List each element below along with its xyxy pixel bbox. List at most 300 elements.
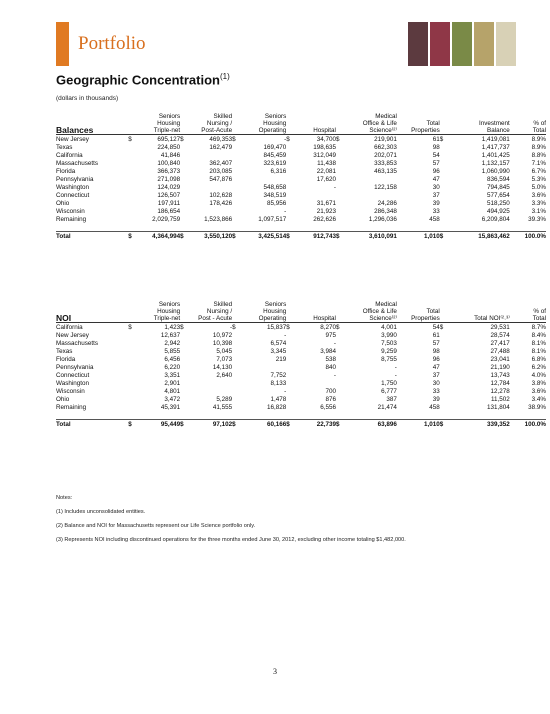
table-cell: - <box>333 340 336 347</box>
table-cell <box>295 191 336 199</box>
table-cell: 13,743 <box>490 372 510 379</box>
table-cell: 85,956 <box>267 200 287 207</box>
table-row <box>56 339 546 347</box>
column-header: Seniors <box>264 301 287 308</box>
table-cell: 538 <box>325 356 336 363</box>
dollar-sign: $ <box>439 324 444 331</box>
table-cell: 11,438 <box>317 160 336 167</box>
row-label: New Jersey <box>56 136 89 143</box>
table-cell: 333,853 <box>374 160 397 167</box>
balances-section-label: Balances <box>56 127 128 135</box>
table-cell: 836,594 <box>487 176 510 183</box>
row-label: Massachusetts <box>56 160 98 167</box>
table-cell: 5.3% <box>531 176 546 183</box>
table-cell: 100,840 <box>157 160 181 167</box>
table-cell: 6.8% <box>531 356 546 363</box>
table-cell: 469,353 <box>209 136 233 143</box>
table-cell: 34,700 <box>316 136 336 143</box>
balances-table <box>56 113 546 240</box>
column-header: Properties <box>397 315 440 323</box>
column-header <box>449 308 510 315</box>
notes-title: Notes: <box>56 495 73 501</box>
heading-footnote-ref: (1) <box>219 72 230 81</box>
table-row <box>56 403 546 411</box>
row-label: Pennsylvania <box>56 176 94 183</box>
table-cell: 98 <box>432 348 440 355</box>
table-cell: 6.2% <box>531 364 546 371</box>
table-cell: 262,626 <box>313 216 336 223</box>
table-cell: 12,278 <box>490 388 510 395</box>
table-cell: - <box>229 324 233 331</box>
table-cell: 10,972 <box>212 332 233 339</box>
table-cell: 28,574 <box>490 332 510 339</box>
table-row <box>56 331 546 339</box>
table-cell: 458 <box>429 216 440 223</box>
table-cell: 548,658 <box>263 184 287 191</box>
row-label: Remaining <box>56 216 87 223</box>
table-cell: 30 <box>432 184 440 191</box>
note-item: (2) Balance and NOI for Massachusetts represent our Life Science portfolio only. <box>56 523 256 529</box>
table-cell: 61 <box>432 332 440 339</box>
table-row <box>56 183 546 191</box>
column-header: Total <box>510 315 546 323</box>
table-cell: 1,423 <box>164 324 181 331</box>
table-cell: 15,863,462 <box>449 232 510 241</box>
column-header <box>510 301 546 308</box>
table-cell: 162,479 <box>209 144 233 151</box>
column-header <box>449 301 510 308</box>
table-cell: 312,049 <box>313 152 336 159</box>
row-label: Washington <box>56 184 90 191</box>
noi-section-label: NOI <box>56 315 128 323</box>
table-cell: 3,351 <box>164 372 181 379</box>
table-cell: 16,828 <box>267 404 287 411</box>
column-header: Housing <box>263 120 287 127</box>
table-cell: 840 <box>325 364 336 371</box>
table-cell: 54 <box>432 152 440 159</box>
table-row <box>56 379 546 387</box>
dollar-sign: $ <box>128 232 137 241</box>
table-cell: 47 <box>432 176 440 183</box>
table-cell: 39.3% <box>528 216 546 223</box>
table-cell <box>189 207 232 215</box>
column-header: Science⁽²⁾ <box>345 315 397 323</box>
table-cell: 387 <box>386 396 397 403</box>
table-cell: 6,220 <box>164 364 181 371</box>
dollar-sign: $ <box>180 324 184 331</box>
table-cell <box>189 183 232 191</box>
table-cell: 577,654 <box>487 192 510 199</box>
row-label: Wisconsin <box>56 388 85 395</box>
table-cell: 518,250 <box>487 200 510 207</box>
dollar-sign: $ <box>336 420 345 429</box>
row-label: Massachusetts <box>56 340 98 347</box>
table-cell: 203,085 <box>209 168 233 175</box>
row-label: Pennsylvania <box>56 364 94 371</box>
table-cell: 463,135 <box>374 168 397 175</box>
column-header: Science⁽²⁾ <box>345 127 397 135</box>
table-cell: 21,474 <box>377 404 397 411</box>
table-cell: - <box>333 184 336 191</box>
row-label: Total <box>56 232 128 241</box>
table-cell: 37 <box>432 192 440 199</box>
table-cell: 57 <box>432 340 440 347</box>
table-cell: 1,010 <box>397 420 440 429</box>
table-cell: 1,419,081 <box>481 136 510 143</box>
banner-color-square <box>496 22 516 66</box>
column-header: Total <box>426 120 440 127</box>
table-cell: 22,081 <box>316 168 336 175</box>
column-header: Nursing / <box>206 308 233 315</box>
column-header: Hospital <box>295 127 336 135</box>
table-cell: 494,925 <box>487 208 510 215</box>
dollar-sign: $ <box>232 420 241 429</box>
table-cell: 1,523,866 <box>204 216 233 223</box>
table-cell: 6,556 <box>320 404 336 411</box>
table-cell: 21,923 <box>316 208 336 215</box>
table-cell: 5,855 <box>164 348 181 355</box>
table-row <box>56 207 546 215</box>
dollar-sign: $ <box>232 136 236 143</box>
table-cell: 3.8% <box>531 380 546 387</box>
table-cell: 41,555 <box>212 404 233 411</box>
row-label: Texas <box>56 348 73 355</box>
dollar-sign: $ <box>286 324 290 331</box>
table-cell: 2,942 <box>164 340 181 347</box>
column-header: Medical <box>375 301 397 308</box>
table-cell: 7.1% <box>531 160 546 167</box>
table-cell: 7,752 <box>270 372 287 379</box>
table-cell: - <box>394 364 397 371</box>
table-cell: 12,784 <box>490 380 510 387</box>
table-cell: 198,635 <box>313 144 336 151</box>
table-cell <box>189 379 232 387</box>
dollar-sign: $ <box>128 136 132 143</box>
table-cell: 271,098 <box>157 176 181 183</box>
total-row <box>56 420 546 429</box>
column-header <box>295 120 336 127</box>
column-header: % of <box>533 120 546 127</box>
table-cell: - <box>284 388 287 395</box>
table-cell: 3.3% <box>531 200 546 207</box>
banner-color-square <box>408 22 428 66</box>
table-row <box>56 191 546 199</box>
dollar-sign: $ <box>286 232 295 241</box>
table-row <box>56 151 546 159</box>
column-header: % of <box>533 308 546 315</box>
table-cell: 700 <box>325 388 336 395</box>
table-row <box>56 323 546 332</box>
table-row <box>56 167 546 175</box>
table-cell: 794,845 <box>487 184 510 191</box>
table-cell: 8.7% <box>531 324 546 331</box>
banner-title: Portfolio <box>78 33 146 54</box>
table-cell: 8.8% <box>531 152 546 159</box>
table-cell: 39 <box>432 200 440 207</box>
table-cell: 912,743 <box>295 232 336 241</box>
table-cell: 219,901 <box>374 136 397 143</box>
total-row <box>56 232 546 241</box>
table-cell: 3.6% <box>531 388 546 395</box>
table-cell: 1,401,425 <box>481 152 510 159</box>
dollar-sign: $ <box>335 136 340 143</box>
table-row <box>56 387 546 395</box>
table-row <box>56 135 546 144</box>
column-header: Housing <box>157 308 181 315</box>
table-cell: 8.1% <box>531 340 546 347</box>
table-cell <box>241 363 286 371</box>
table-cell: 6,316 <box>270 168 287 175</box>
table-cell: 10,398 <box>212 340 233 347</box>
table-cell: 8,755 <box>381 356 397 363</box>
row-label: Connecticut <box>56 192 90 199</box>
table-cell: 1,132,157 <box>481 160 510 167</box>
table-cell: 202,071 <box>374 152 397 159</box>
dollar-sign: $ <box>128 324 132 331</box>
table-cell: 131,804 <box>487 404 510 411</box>
table-cell: 5,289 <box>216 396 233 403</box>
row-label: Washington <box>56 380 90 387</box>
table-cell: 3.4% <box>531 396 546 403</box>
table-cell: 845,459 <box>263 152 287 159</box>
page-number: 3 <box>273 667 277 676</box>
table-cell: 6,456 <box>164 356 181 363</box>
table-cell: 31,671 <box>316 200 336 207</box>
table-cell: 24,286 <box>377 200 397 207</box>
banner-accent-bar <box>56 22 69 66</box>
row-label: California <box>56 152 83 159</box>
table-cell: 975 <box>325 332 336 339</box>
table-cell: 1,478 <box>270 396 287 403</box>
dollar-sign: $ <box>180 232 189 241</box>
table-cell: 97,102 <box>189 420 232 429</box>
table-cell: 3,425,514 <box>241 232 286 241</box>
table-cell: 3,984 <box>320 348 336 355</box>
table-row <box>56 199 546 207</box>
table-cell: 169,470 <box>263 144 287 151</box>
page-heading <box>56 72 230 87</box>
banner-color-square <box>452 22 472 66</box>
note-item: (1) Includes unconsolidated entities. <box>56 509 146 515</box>
dollar-sign: $ <box>336 232 345 241</box>
row-label: Texas <box>56 144 73 151</box>
table-cell: 23,041 <box>490 356 510 363</box>
table-cell: 96 <box>432 356 440 363</box>
column-header: Housing <box>157 120 181 127</box>
table-cell: - <box>284 208 287 215</box>
row-label: Connecticut <box>56 372 90 379</box>
table-cell: 8,133 <box>270 380 287 387</box>
table-cell <box>345 191 397 199</box>
table-cell: 27,488 <box>490 348 510 355</box>
table-row <box>56 395 546 403</box>
heading-title: Geographic Concentration <box>56 72 220 88</box>
dollar-sign: $ <box>335 324 340 331</box>
table-cell: 98 <box>432 144 440 151</box>
table-cell: 29,531 <box>490 324 510 331</box>
table-cell: 5,045 <box>216 348 233 355</box>
table-cell: 96 <box>432 168 440 175</box>
table-cell: 6,574 <box>270 340 287 347</box>
table-cell: 3,345 <box>270 348 287 355</box>
table-cell: 366,373 <box>157 168 181 175</box>
column-header <box>295 301 336 308</box>
column-header <box>397 113 440 120</box>
table-cell: 1,010 <box>397 232 440 241</box>
units-subtitle: (dollars in thousands) <box>56 95 119 102</box>
note-item: (3) Represents NOI including discontinued operations for the three months ended June 30, 2012, excluding other income totaling $1,482,000. <box>56 537 406 543</box>
table-cell: 219 <box>275 356 287 363</box>
table-cell: 362,407 <box>209 160 233 167</box>
row-label: Ohio <box>56 200 70 207</box>
table-cell: 3.6% <box>531 192 546 199</box>
table-cell: 126,507 <box>157 192 181 199</box>
table-cell: 38.9% <box>528 404 546 411</box>
table-cell: 37 <box>432 372 440 379</box>
row-label: Florida <box>56 168 76 175</box>
column-header <box>510 113 546 120</box>
table-cell: 7,503 <box>381 340 397 347</box>
table-cell: 8.9% <box>531 144 546 151</box>
table-cell: 33 <box>432 388 440 395</box>
table-cell: 224,850 <box>157 144 181 151</box>
table-cell: 4,364,994 <box>137 232 180 241</box>
table-cell: 695,127 <box>157 136 181 143</box>
table-row <box>56 355 546 363</box>
table-cell <box>345 175 397 183</box>
dollar-sign: $ <box>232 232 241 241</box>
table-cell: 3.1% <box>531 208 546 215</box>
column-header: Seniors <box>158 113 181 120</box>
column-header <box>397 301 440 308</box>
column-header: Triple-net <box>137 315 180 323</box>
table-cell: 4.0% <box>531 372 546 379</box>
table-cell: 6,777 <box>381 388 397 395</box>
notes-section <box>56 495 406 551</box>
dollar-sign: $ <box>286 136 290 143</box>
dollar-sign: $ <box>232 324 236 331</box>
table-row <box>56 175 546 183</box>
table-cell: 54 <box>432 324 440 331</box>
table-cell: 100.0% <box>510 232 546 241</box>
column-header <box>295 308 336 315</box>
table-cell: 11,502 <box>490 396 510 403</box>
table-cell: 15,837 <box>267 324 287 331</box>
column-header: Skilled <box>213 113 233 120</box>
table-cell <box>189 387 232 395</box>
table-cell: 286,348 <box>374 208 397 215</box>
banner-color-square <box>430 22 450 66</box>
table-cell: 14,130 <box>212 364 233 371</box>
table-cell: 3,472 <box>164 396 181 403</box>
row-label: Total <box>56 420 128 429</box>
table-cell: 57 <box>432 160 440 167</box>
table-cell <box>189 151 232 159</box>
table-cell: 61 <box>432 136 440 143</box>
table-cell: 8.9% <box>531 136 546 143</box>
header-banner <box>56 22 496 66</box>
table-cell: 6.7% <box>531 168 546 175</box>
table-cell: 2,901 <box>164 380 181 387</box>
banner-color-square <box>474 22 494 66</box>
column-header: Investment <box>478 120 510 127</box>
column-header <box>295 113 336 120</box>
table-cell: 3,990 <box>381 332 397 339</box>
column-header: Hospital <box>295 315 336 323</box>
table-cell: 2,640 <box>216 372 233 379</box>
column-header: Nursing / <box>206 120 233 127</box>
table-cell: 122,158 <box>374 184 397 191</box>
table-cell: 1,750 <box>381 380 397 387</box>
table-cell: 45,391 <box>160 404 181 411</box>
column-header: Total <box>426 308 440 315</box>
table-row <box>56 363 546 371</box>
table-cell: - <box>394 372 397 379</box>
row-label: Florida <box>56 356 76 363</box>
table-cell: 17,620 <box>316 176 336 183</box>
table-cell: 3,610,091 <box>345 232 397 241</box>
table-cell: 1,417,737 <box>481 144 510 151</box>
table-cell: 8,270 <box>320 324 336 331</box>
table-cell: - <box>284 332 287 339</box>
table-cell: 7,073 <box>216 356 233 363</box>
table-cell: 60,166 <box>241 420 286 429</box>
table-cell: 33 <box>432 208 440 215</box>
table-cell: 876 <box>325 396 336 403</box>
dollar-sign: $ <box>440 232 449 241</box>
table-cell: 8.4% <box>531 332 546 339</box>
table-cell: 39 <box>432 396 440 403</box>
column-header: Medical <box>375 113 397 120</box>
table-cell: 197,911 <box>157 200 181 207</box>
table-cell: 1,097,517 <box>258 216 287 223</box>
table-cell: 47 <box>432 364 440 371</box>
column-header: Skilled <box>213 301 233 308</box>
table-cell: - <box>284 136 287 143</box>
column-header: Post-Acute <box>189 127 232 135</box>
table-cell: - <box>333 372 336 379</box>
column-header: Operating <box>241 315 286 323</box>
column-header: Total NOI⁽²˒³⁾ <box>449 315 510 323</box>
column-header: Properties <box>397 127 440 135</box>
table-cell <box>241 175 286 183</box>
table-cell: 323,619 <box>263 160 287 167</box>
table-cell: 30 <box>432 380 440 387</box>
table-row <box>56 143 546 151</box>
table-cell: 3,550,120 <box>189 232 232 241</box>
table-cell: 458 <box>429 404 440 411</box>
table-row <box>56 347 546 355</box>
table-cell: 339,352 <box>449 420 510 429</box>
table-row <box>56 371 546 379</box>
table-cell: 6,209,804 <box>481 216 510 223</box>
table-cell: 178,426 <box>209 200 233 207</box>
table-cell: 1,296,036 <box>368 216 397 223</box>
table-cell: 547,876 <box>209 176 233 183</box>
table-cell: 5.0% <box>531 184 546 191</box>
table-cell: 27,417 <box>490 340 510 347</box>
table-cell: 102,628 <box>209 192 233 199</box>
column-header: Office & Life <box>362 120 397 127</box>
column-header: Balance <box>449 127 510 135</box>
table-cell <box>295 379 336 387</box>
table-cell: 41,846 <box>160 152 181 159</box>
row-label: California <box>56 324 83 331</box>
row-label: Remaining <box>56 404 87 411</box>
column-header: Operating <box>241 127 286 135</box>
column-header: Office & Life <box>362 308 397 315</box>
row-label: New Jersey <box>56 332 89 339</box>
